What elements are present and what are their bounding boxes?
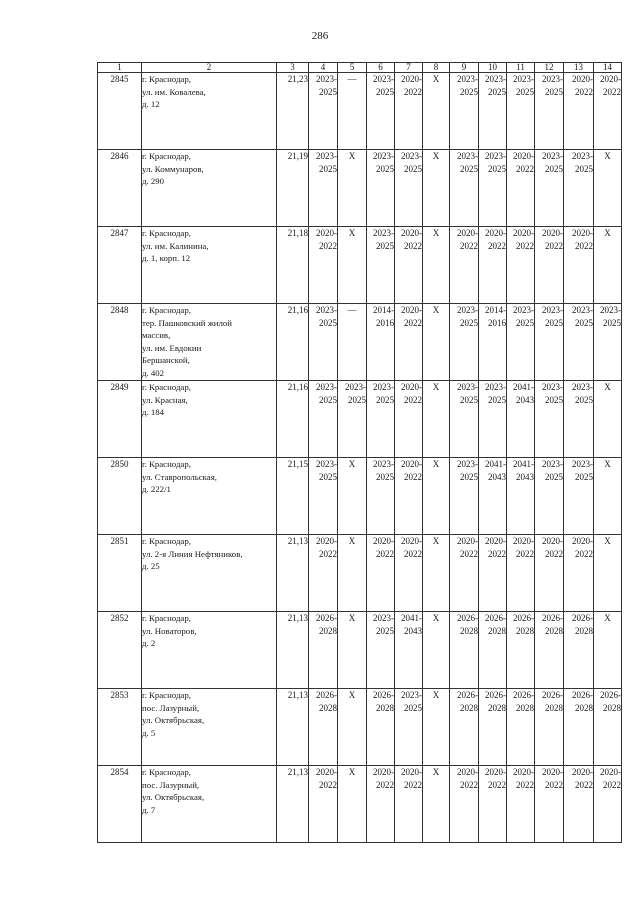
- mark-cell: X: [338, 689, 367, 766]
- mark-cell: X: [594, 381, 622, 458]
- mark-cell: X: [423, 689, 450, 766]
- register-table: [97, 62, 622, 843]
- period-cell: 2023- 2025: [535, 381, 564, 458]
- row-number-cell: 2850: [98, 458, 142, 535]
- mark-cell: X: [594, 150, 622, 227]
- address-cell: г. Краснодар, пос. Лазурный, ул. Октябрьская, д. 5: [142, 689, 277, 766]
- period-cell: 2026- 2028: [479, 689, 507, 766]
- mark-cell: X: [423, 381, 450, 458]
- period-cell: 2020- 2022: [395, 381, 423, 458]
- period-cell: 2023- 2025: [479, 150, 507, 227]
- address-cell: г. Краснодар, тер. Пашковский жилой массив, ул. им. Евдокии Бершанской, д. 402: [142, 304, 277, 381]
- period-cell: 2020- 2022: [594, 73, 622, 150]
- mark-cell: X: [423, 612, 450, 689]
- period-cell: 2020- 2022: [535, 766, 564, 843]
- value-cell: 21,18: [277, 227, 309, 304]
- period-cell: 2023- 2025: [594, 304, 622, 381]
- page-number: 286: [311, 30, 329, 42]
- period-cell: 2023- 2025: [395, 150, 423, 227]
- period-cell: 2023- 2025: [535, 73, 564, 150]
- value-cell: 21,13: [277, 689, 309, 766]
- period-cell: 2020- 2022: [309, 766, 338, 843]
- value-cell: 21,23: [277, 73, 309, 150]
- row-number-cell: 2846: [98, 150, 142, 227]
- mark-cell: X: [423, 766, 450, 843]
- value-cell: 21,19: [277, 150, 309, 227]
- column-header: 3: [277, 63, 309, 73]
- period-cell: 2020- 2022: [395, 227, 423, 304]
- period-cell: 2026- 2028: [564, 689, 594, 766]
- period-cell: 2020- 2022: [479, 227, 507, 304]
- period-cell: 2023- 2025: [564, 304, 594, 381]
- period-cell: 2023- 2025: [450, 458, 479, 535]
- period-cell: 2026- 2028: [450, 612, 479, 689]
- period-cell: 2020- 2022: [395, 535, 423, 612]
- header-row: [98, 63, 622, 73]
- period-cell: 2020- 2022: [450, 535, 479, 612]
- mark-cell: X: [594, 535, 622, 612]
- address-cell: г. Краснодар, ул. 2-я Линия Нефтяников, д. 25: [142, 535, 277, 612]
- table-row: [98, 304, 622, 381]
- table-body: [98, 73, 622, 843]
- period-cell: 2020- 2022: [309, 227, 338, 304]
- period-cell: 2020- 2022: [535, 535, 564, 612]
- mark-cell: X: [423, 535, 450, 612]
- period-cell: 2020- 2022: [450, 227, 479, 304]
- period-cell: 2023- 2025: [367, 612, 395, 689]
- period-cell: 2026- 2028: [507, 612, 535, 689]
- row-number-cell: 2853: [98, 689, 142, 766]
- table-row: [98, 535, 622, 612]
- period-cell: 2020- 2022: [507, 150, 535, 227]
- column-header: 10: [479, 63, 507, 73]
- period-cell: 2026- 2028: [535, 612, 564, 689]
- period-cell: 2020- 2022: [395, 766, 423, 843]
- period-cell: 2020- 2022: [367, 766, 395, 843]
- period-cell: 2023- 2025: [309, 304, 338, 381]
- period-cell: 2020- 2022: [395, 458, 423, 535]
- period-cell: 2023- 2025: [507, 73, 535, 150]
- mark-cell: X: [594, 458, 622, 535]
- period-cell: 2026- 2028: [309, 689, 338, 766]
- mark-cell: —: [338, 304, 367, 381]
- table-row: [98, 689, 622, 766]
- address-cell: г. Краснодар, ул. Новаторов, д. 2: [142, 612, 277, 689]
- column-header: 13: [564, 63, 594, 73]
- period-cell: 2020- 2022: [564, 73, 594, 150]
- value-cell: 21,16: [277, 304, 309, 381]
- period-cell: 2023- 2025: [309, 73, 338, 150]
- column-header: 14: [594, 63, 622, 73]
- row-number-cell: 2854: [98, 766, 142, 843]
- period-cell: 2014- 2016: [479, 304, 507, 381]
- address-cell: г. Краснодар, пос. Лазурный, ул. Октябрьская, д. 7: [142, 766, 277, 843]
- mark-cell: X: [423, 73, 450, 150]
- period-cell: 2020- 2022: [479, 535, 507, 612]
- address-cell: г. Краснодар, ул. Ставропольская, д. 222/1: [142, 458, 277, 535]
- period-cell: 2020- 2022: [395, 73, 423, 150]
- period-cell: 2023- 2025: [507, 304, 535, 381]
- period-cell: 2026- 2028: [535, 689, 564, 766]
- mark-cell: X: [594, 612, 622, 689]
- row-number-cell: 2851: [98, 535, 142, 612]
- period-cell: 2026- 2028: [309, 612, 338, 689]
- row-number-cell: 2849: [98, 381, 142, 458]
- column-header: 2: [142, 63, 277, 73]
- period-cell: 2023- 2025: [535, 150, 564, 227]
- address-cell: г. Краснодар, ул. Коммунаров, д. 290: [142, 150, 277, 227]
- period-cell: 2020- 2022: [564, 535, 594, 612]
- address-cell: г. Краснодар, ул. им. Ковалева, д. 12: [142, 73, 277, 150]
- period-cell: 2023- 2025: [564, 458, 594, 535]
- period-cell: 2020- 2022: [507, 766, 535, 843]
- mark-cell: X: [338, 150, 367, 227]
- column-header: 6: [367, 63, 395, 73]
- table-row: [98, 612, 622, 689]
- mark-cell: X: [423, 227, 450, 304]
- period-cell: 2023- 2025: [564, 381, 594, 458]
- period-cell: 2026- 2028: [564, 612, 594, 689]
- table-row: [98, 458, 622, 535]
- period-cell: 2026- 2028: [450, 689, 479, 766]
- period-cell: 2023- 2025: [450, 381, 479, 458]
- mark-cell: X: [423, 150, 450, 227]
- column-header: 1: [98, 63, 142, 73]
- mark-cell: X: [338, 458, 367, 535]
- table-row: [98, 227, 622, 304]
- period-cell: 2020- 2022: [507, 227, 535, 304]
- period-cell: 2041- 2043: [395, 612, 423, 689]
- mark-cell: X: [338, 612, 367, 689]
- period-cell: 2023- 2025: [309, 381, 338, 458]
- table-row: [98, 766, 622, 843]
- row-number-cell: 2852: [98, 612, 142, 689]
- mark-cell: X: [338, 535, 367, 612]
- value-cell: 21,15: [277, 458, 309, 535]
- period-cell: 2014- 2016: [367, 304, 395, 381]
- mark-cell: X: [338, 766, 367, 843]
- address-cell: г. Краснодар, ул. Красная, д. 184: [142, 381, 277, 458]
- period-cell: 2020- 2022: [594, 766, 622, 843]
- period-cell: 2041- 2043: [507, 458, 535, 535]
- address-cell: г. Краснодар, ул. им. Калинина, д. 1, корп. 12: [142, 227, 277, 304]
- column-header: 4: [309, 63, 338, 73]
- period-cell: 2041- 2043: [507, 381, 535, 458]
- period-cell: 2023- 2025: [479, 381, 507, 458]
- period-cell: 2023- 2025: [564, 150, 594, 227]
- period-cell: 2026- 2028: [594, 689, 622, 766]
- period-cell: 2020- 2022: [367, 535, 395, 612]
- mark-cell: X: [594, 227, 622, 304]
- period-cell: 2020- 2022: [507, 535, 535, 612]
- period-cell: 2023- 2025: [479, 73, 507, 150]
- mark-cell: X: [338, 227, 367, 304]
- table-row: [98, 73, 622, 150]
- period-cell: 2023- 2025: [367, 458, 395, 535]
- table-row: [98, 150, 622, 227]
- period-cell: 2023- 2025: [338, 381, 367, 458]
- table-row: [98, 381, 622, 458]
- column-header: 11: [507, 63, 535, 73]
- period-cell: 2026- 2028: [367, 689, 395, 766]
- period-cell: 2023- 2025: [309, 150, 338, 227]
- value-cell: 21,13: [277, 612, 309, 689]
- period-cell: 2023- 2025: [450, 304, 479, 381]
- period-cell: 2020- 2022: [479, 766, 507, 843]
- period-cell: 2020- 2022: [564, 766, 594, 843]
- column-header: 12: [535, 63, 564, 73]
- period-cell: 2020- 2022: [535, 227, 564, 304]
- period-cell: 2023- 2025: [367, 73, 395, 150]
- row-number-cell: 2847: [98, 227, 142, 304]
- column-header: 8: [423, 63, 450, 73]
- period-cell: 2023- 2025: [450, 73, 479, 150]
- period-cell: 2026- 2028: [507, 689, 535, 766]
- value-cell: 21,13: [277, 535, 309, 612]
- row-number-cell: 2845: [98, 73, 142, 150]
- period-cell: 2041- 2043: [479, 458, 507, 535]
- period-cell: 2020- 2022: [309, 535, 338, 612]
- period-cell: 2020- 2022: [564, 227, 594, 304]
- period-cell: 2023- 2025: [367, 227, 395, 304]
- period-cell: 2023- 2025: [367, 150, 395, 227]
- mark-cell: —: [338, 73, 367, 150]
- mark-cell: X: [423, 458, 450, 535]
- row-number-cell: 2848: [98, 304, 142, 381]
- value-cell: 21,13: [277, 766, 309, 843]
- period-cell: 2020- 2022: [450, 766, 479, 843]
- period-cell: 2023- 2025: [535, 304, 564, 381]
- period-cell: 2023- 2025: [535, 458, 564, 535]
- period-cell: 2023- 2025: [450, 150, 479, 227]
- column-header: 5: [338, 63, 367, 73]
- period-cell: 2023- 2025: [309, 458, 338, 535]
- mark-cell: X: [423, 304, 450, 381]
- column-header: 7: [395, 63, 423, 73]
- period-cell: 2020- 2022: [395, 304, 423, 381]
- column-header: 9: [450, 63, 479, 73]
- value-cell: 21,16: [277, 381, 309, 458]
- period-cell: 2023- 2025: [367, 381, 395, 458]
- period-cell: 2023- 2025: [395, 689, 423, 766]
- period-cell: 2026- 2028: [479, 612, 507, 689]
